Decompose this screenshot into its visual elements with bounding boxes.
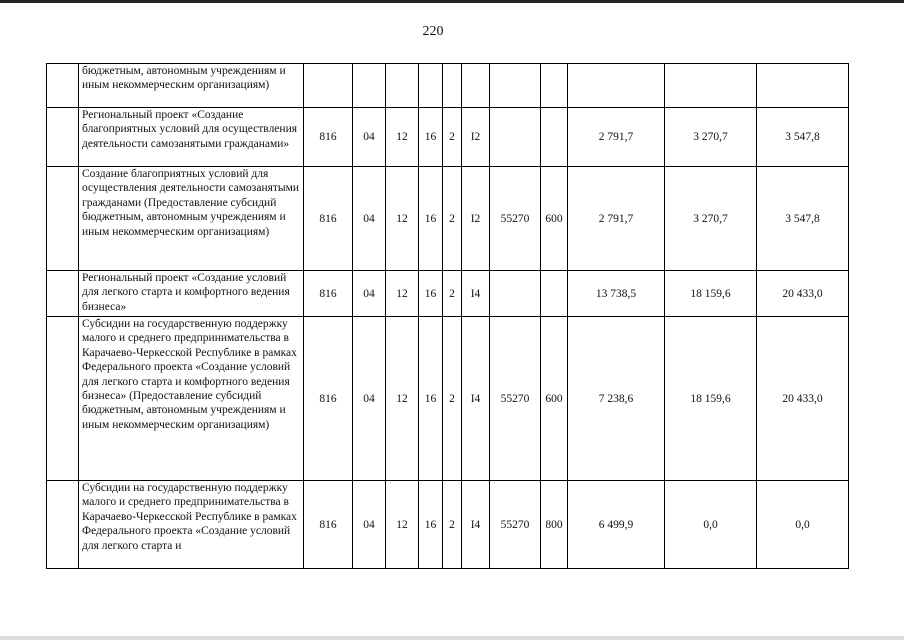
amount-year3-cell: 20 433,0 xyxy=(757,317,849,481)
table-row xyxy=(47,108,849,167)
amount-year2-cell: 3 270,7 xyxy=(665,167,757,271)
table-row xyxy=(47,167,849,271)
amount-year2-cell: 3 270,7 xyxy=(665,108,757,167)
project-code-cell: I2 xyxy=(462,167,490,271)
budget-table xyxy=(46,63,849,569)
project-code-cell: I4 xyxy=(462,317,490,481)
subprogram-code-cell: 2 xyxy=(443,317,462,481)
description-cell: Субсидии на государственную поддержку малого и среднего предпринимательства в Карачаево-Черкесской Республике в рамках Федерального проекта «Создание условий для легкого старта и xyxy=(79,481,304,569)
subsection-code-cell: 12 xyxy=(386,317,419,481)
scan-edge-bottom xyxy=(0,636,904,640)
subsection-code-cell: 12 xyxy=(386,271,419,317)
amount-year2-cell: 0,0 xyxy=(665,481,757,569)
program-code-cell: 16 xyxy=(419,271,443,317)
program-code-cell: 16 xyxy=(419,481,443,569)
expense-type-cell: 600 xyxy=(541,167,568,271)
subsection-code-cell: 12 xyxy=(386,481,419,569)
subsection-code-cell: 12 xyxy=(386,108,419,167)
section-code-cell: 04 xyxy=(353,271,386,317)
description-cell: Субсидии на государственную поддержку малого и среднего предпринимательства в Карачаево-Черкесской Республике в рамках Федерального проекта «Создание условий для легкого старта и комфортного ведения бизнеса» (Предоставление субсидий бюджетным, автономным учреждениям и иным некоммерческим организациям) xyxy=(79,317,304,481)
direction-code-cell xyxy=(490,271,541,317)
section-code-cell: 04 xyxy=(353,317,386,481)
subsection-code-cell: 12 xyxy=(386,167,419,271)
subprogram-code-cell: 2 xyxy=(443,481,462,569)
amount-year1-cell xyxy=(568,64,665,108)
amount-year3-cell xyxy=(757,64,849,108)
amount-year3-cell: 3 547,8 xyxy=(757,167,849,271)
page-number: 220 xyxy=(422,24,444,39)
description-cell: Региональный проект «Создание условий для легкого старта и комфортного ведения бизнеса» xyxy=(79,271,304,317)
ministry-code-cell: 816 xyxy=(304,167,353,271)
project-code-cell: I4 xyxy=(462,271,490,317)
description-cell: Региональный проект «Создание благоприятных условий для осуществления деятельности самозанятыми гражданами» xyxy=(79,108,304,167)
subprogram-code-cell: 2 xyxy=(443,108,462,167)
table-row xyxy=(47,481,849,569)
ministry-code-cell: 816 xyxy=(304,108,353,167)
program-code-cell xyxy=(419,64,443,108)
amount-year1-cell: 2 791,7 xyxy=(568,167,665,271)
direction-code-cell: 55270 xyxy=(490,481,541,569)
expense-type-cell xyxy=(541,271,568,317)
row-marker-cell xyxy=(47,317,79,481)
program-code-cell: 16 xyxy=(419,167,443,271)
project-code-cell: I4 xyxy=(462,481,490,569)
amount-year3-cell: 0,0 xyxy=(757,481,849,569)
ministry-code-cell: 816 xyxy=(304,481,353,569)
row-marker-cell xyxy=(47,481,79,569)
section-code-cell: 04 xyxy=(353,108,386,167)
subprogram-code-cell: 2 xyxy=(443,271,462,317)
description-cell: Создание благоприятных условий для осуществления деятельности самозанятыми гражданами (Предоставление субсидий бюджетным, автономным учреждениям и иным некоммерческим организациям) xyxy=(79,167,304,271)
subprogram-code-cell: 2 xyxy=(443,167,462,271)
program-code-cell: 16 xyxy=(419,317,443,481)
row-marker-cell xyxy=(47,64,79,108)
scan-edge-top xyxy=(0,0,904,3)
row-marker-cell xyxy=(47,167,79,271)
ministry-code-cell xyxy=(304,64,353,108)
description-cell: бюджетным, автономным учреждениям и иным некоммерческим организациям) xyxy=(79,64,304,108)
expense-type-cell xyxy=(541,64,568,108)
amount-year1-cell: 13 738,5 xyxy=(568,271,665,317)
direction-code-cell: 55270 xyxy=(490,167,541,271)
row-marker-cell xyxy=(47,271,79,317)
table-row xyxy=(47,64,849,108)
direction-code-cell xyxy=(490,108,541,167)
expense-type-cell xyxy=(541,108,568,167)
amount-year2-cell xyxy=(665,64,757,108)
table-row xyxy=(47,317,849,481)
table-row xyxy=(47,271,849,317)
amount-year3-cell: 3 547,8 xyxy=(757,108,849,167)
amount-year1-cell: 7 238,6 xyxy=(568,317,665,481)
program-code-cell: 16 xyxy=(419,108,443,167)
direction-code-cell: 55270 xyxy=(490,317,541,481)
row-marker-cell xyxy=(47,108,79,167)
project-code-cell xyxy=(462,64,490,108)
amount-year1-cell: 6 499,9 xyxy=(568,481,665,569)
amount-year2-cell: 18 159,6 xyxy=(665,271,757,317)
section-code-cell: 04 xyxy=(353,481,386,569)
amount-year2-cell: 18 159,6 xyxy=(665,317,757,481)
amount-year1-cell: 2 791,7 xyxy=(568,108,665,167)
ministry-code-cell: 816 xyxy=(304,271,353,317)
ministry-code-cell: 816 xyxy=(304,317,353,481)
expense-type-cell: 600 xyxy=(541,317,568,481)
section-code-cell: 04 xyxy=(353,167,386,271)
expense-type-cell: 800 xyxy=(541,481,568,569)
subsection-code-cell xyxy=(386,64,419,108)
project-code-cell: I2 xyxy=(462,108,490,167)
section-code-cell xyxy=(353,64,386,108)
direction-code-cell xyxy=(490,64,541,108)
budget-table-body xyxy=(47,64,849,569)
amount-year3-cell: 20 433,0 xyxy=(757,271,849,317)
subprogram-code-cell xyxy=(443,64,462,108)
